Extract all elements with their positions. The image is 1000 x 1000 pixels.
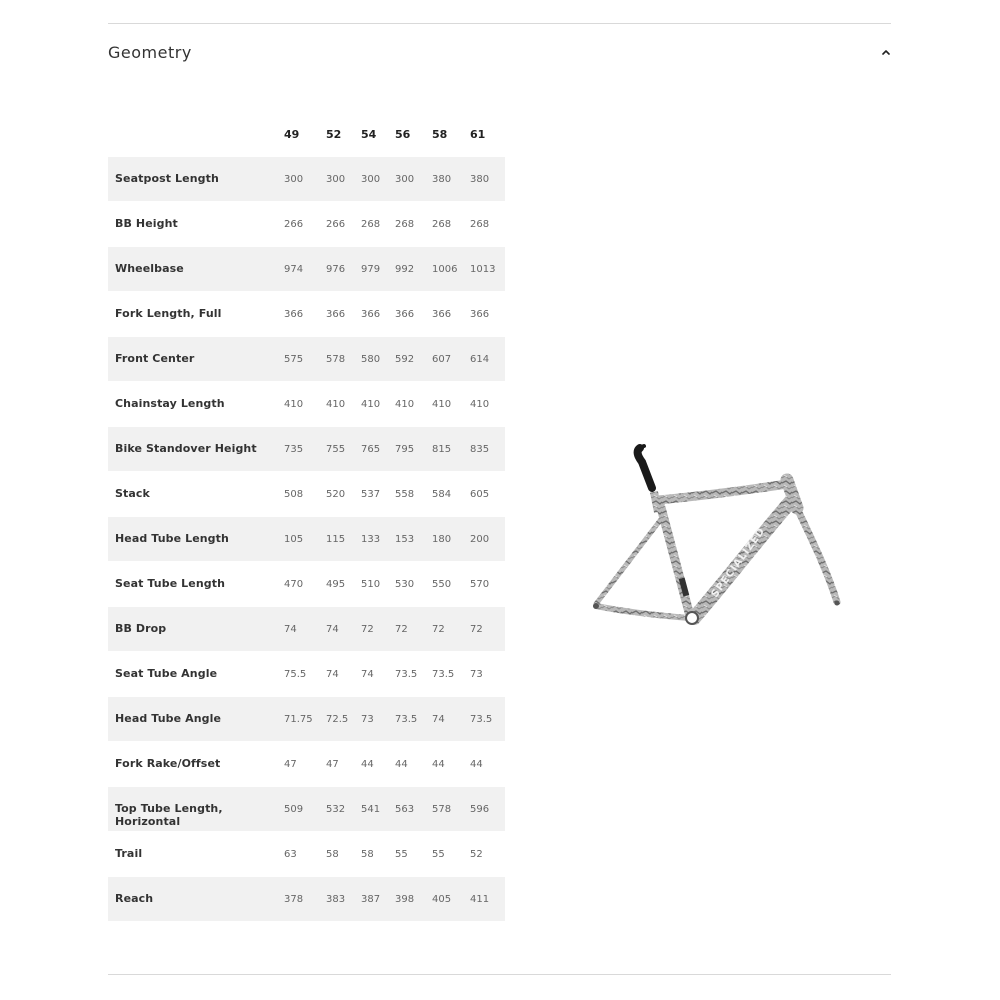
table-cell: 73.5	[395, 714, 418, 725]
table-cell: 73	[470, 669, 483, 680]
table-cell: 58	[361, 849, 374, 860]
table-cell: 541	[361, 804, 381, 815]
table-cell: 607	[432, 354, 452, 365]
table-cell: 578	[432, 804, 452, 815]
table-cell: 578	[326, 354, 346, 365]
table-cell: 380	[432, 174, 452, 185]
row-values	[278, 382, 505, 410]
table-cell: 366	[284, 309, 304, 320]
row-values	[278, 607, 505, 635]
table-cell: 378	[284, 894, 304, 905]
table-cell: 765	[361, 444, 381, 455]
table-cell: 398	[395, 894, 415, 905]
table-cell: 268	[470, 219, 490, 230]
bottom-divider	[108, 974, 891, 975]
table-cell: 55	[432, 849, 445, 860]
table-cell: 592	[395, 354, 415, 365]
table-cell: 976	[326, 264, 346, 275]
table-cell: 115	[326, 534, 346, 545]
row-values	[278, 877, 505, 905]
table-cell: 495	[326, 579, 346, 590]
table-cell: 52	[470, 849, 483, 860]
table-cell: 73.5	[470, 714, 493, 725]
row-label: Head Tube Angle	[115, 712, 222, 725]
table-cell: 563	[395, 804, 415, 815]
table-cell: 153	[395, 534, 415, 545]
table-cell: 614	[470, 354, 490, 365]
table-row	[108, 337, 505, 382]
chevron-up-icon[interactable]	[881, 47, 891, 57]
row-values	[278, 427, 505, 455]
table-cell: 974	[284, 264, 304, 275]
table-row	[108, 517, 505, 562]
table-cell: 558	[395, 489, 415, 500]
table-cell: 200	[470, 534, 490, 545]
table-cell: 74	[361, 669, 374, 680]
size-header-cells	[278, 128, 505, 141]
table-cell: 835	[470, 444, 490, 455]
table-cell: 992	[395, 264, 415, 275]
table-cell: 74	[326, 669, 339, 680]
table-row	[108, 247, 505, 292]
table-cell: 133	[361, 534, 381, 545]
row-label: Head Tube Length	[115, 532, 229, 545]
table-cell: 520	[326, 489, 346, 500]
table-cell: 735	[284, 444, 304, 455]
size-header-3: 56	[395, 128, 411, 141]
table-cell: 795	[395, 444, 415, 455]
table-row	[108, 832, 505, 877]
table-cell: 73.5	[432, 669, 455, 680]
table-cell: 366	[470, 309, 490, 320]
table-cell: 72	[470, 624, 483, 635]
table-cell: 979	[361, 264, 381, 275]
geometry-section-header[interactable]	[108, 38, 891, 66]
row-values	[278, 742, 505, 770]
row-label: BB Height	[115, 217, 178, 230]
table-cell: 73	[361, 714, 374, 725]
table-cell: 470	[284, 579, 304, 590]
row-values	[278, 562, 505, 590]
size-header-4: 58	[432, 128, 448, 141]
table-cell: 383	[326, 894, 346, 905]
table-cell: 1013	[470, 264, 496, 275]
table-cell: 410	[284, 399, 304, 410]
row-values	[278, 157, 505, 185]
row-values	[278, 292, 505, 320]
table-cell: 510	[361, 579, 381, 590]
row-label: Stack	[115, 487, 150, 500]
row-label: Top Tube Length, Horizontal	[115, 802, 223, 828]
table-cell: 72	[395, 624, 408, 635]
table-cell: 58	[326, 849, 339, 860]
row-label: Bike Standover Height	[115, 442, 257, 455]
table-row	[108, 787, 505, 832]
table-cell: 266	[284, 219, 304, 230]
table-cell: 74	[326, 624, 339, 635]
table-cell: 405	[432, 894, 452, 905]
table-cell: 268	[395, 219, 415, 230]
table-cell: 72	[432, 624, 445, 635]
table-row	[108, 562, 505, 607]
table-row	[108, 877, 505, 922]
table-row	[108, 652, 505, 697]
table-cell: 755	[326, 444, 346, 455]
table-header-row	[108, 112, 505, 157]
table-cell: 105	[284, 534, 304, 545]
table-cell: 366	[361, 309, 381, 320]
row-label: Chainstay Length	[115, 397, 225, 410]
table-cell: 410	[361, 399, 381, 410]
table-cell: 532	[326, 804, 346, 815]
table-cell: 74	[284, 624, 297, 635]
table-cell: 300	[395, 174, 415, 185]
table-cell: 410	[432, 399, 452, 410]
frame-logo-text: SPECIALIZED	[709, 525, 768, 600]
row-label: Front Center	[115, 352, 195, 365]
table-cell: 44	[432, 759, 445, 770]
row-label: Seat Tube Angle	[115, 667, 218, 680]
row-label: Wheelbase	[115, 262, 184, 275]
size-header-5: 61	[470, 128, 486, 141]
table-cell: 300	[326, 174, 346, 185]
table-row	[108, 742, 505, 787]
table-cell: 410	[395, 399, 415, 410]
row-label: BB Drop	[115, 622, 167, 635]
table-cell: 387	[361, 894, 381, 905]
table-cell: 570	[470, 579, 490, 590]
table-row	[108, 607, 505, 652]
row-label: Seat Tube Length	[115, 577, 226, 590]
row-label: Reach	[115, 892, 154, 905]
size-header-2: 54	[361, 128, 377, 141]
table-cell: 300	[284, 174, 304, 185]
bike-frame-image	[582, 440, 844, 630]
table-cell: 1006	[432, 264, 458, 275]
table-body	[108, 157, 505, 922]
table-cell: 509	[284, 804, 304, 815]
table-cell: 44	[470, 759, 483, 770]
table-cell: 410	[470, 399, 490, 410]
row-values	[278, 247, 505, 275]
row-values	[278, 202, 505, 230]
table-cell: 508	[284, 489, 304, 500]
row-values	[278, 337, 505, 365]
row-values	[278, 652, 505, 680]
table-row	[108, 697, 505, 742]
table-cell: 268	[361, 219, 381, 230]
table-cell: 411	[470, 894, 490, 905]
table-cell: 537	[361, 489, 381, 500]
table-cell: 47	[284, 759, 297, 770]
table-cell: 75.5	[284, 669, 307, 680]
table-cell: 530	[395, 579, 415, 590]
table-cell: 180	[432, 534, 452, 545]
table-cell: 55	[395, 849, 408, 860]
row-label: Fork Length, Full	[115, 307, 222, 320]
row-values	[278, 472, 505, 500]
table-row	[108, 202, 505, 247]
table-cell: 366	[432, 309, 452, 320]
table-cell: 584	[432, 489, 452, 500]
table-cell: 72	[361, 624, 374, 635]
table-cell: 366	[395, 309, 415, 320]
table-cell: 366	[326, 309, 346, 320]
table-cell: 44	[395, 759, 408, 770]
table-cell: 380	[470, 174, 490, 185]
table-cell: 575	[284, 354, 304, 365]
size-header-0: 49	[284, 128, 300, 141]
table-row	[108, 292, 505, 337]
table-cell: 71.75	[284, 714, 313, 725]
table-cell: 72.5	[326, 714, 349, 725]
row-values	[278, 517, 505, 545]
row-label: Trail	[115, 847, 143, 860]
table-cell: 268	[432, 219, 452, 230]
table-row	[108, 427, 505, 472]
table-cell: 605	[470, 489, 490, 500]
table-cell: 63	[284, 849, 297, 860]
table-cell: 580	[361, 354, 381, 365]
geometry-table	[108, 112, 505, 922]
table-row	[108, 472, 505, 517]
row-label: Fork Rake/Offset	[115, 757, 221, 770]
row-values	[278, 787, 505, 815]
top-divider	[108, 23, 891, 24]
table-row	[108, 382, 505, 427]
row-values	[278, 832, 505, 860]
table-cell: 266	[326, 219, 346, 230]
table-cell: 550	[432, 579, 452, 590]
table-cell: 44	[361, 759, 374, 770]
table-cell: 300	[361, 174, 381, 185]
table-row	[108, 157, 505, 202]
size-header-1: 52	[326, 128, 342, 141]
table-cell: 410	[326, 399, 346, 410]
table-cell: 815	[432, 444, 452, 455]
table-cell: 73.5	[395, 669, 418, 680]
row-label: Seatpost Length	[115, 172, 219, 185]
row-values	[278, 697, 505, 725]
table-cell: 74	[432, 714, 445, 725]
table-cell: 596	[470, 804, 490, 815]
section-title: Geometry	[108, 42, 192, 62]
table-cell: 47	[326, 759, 339, 770]
